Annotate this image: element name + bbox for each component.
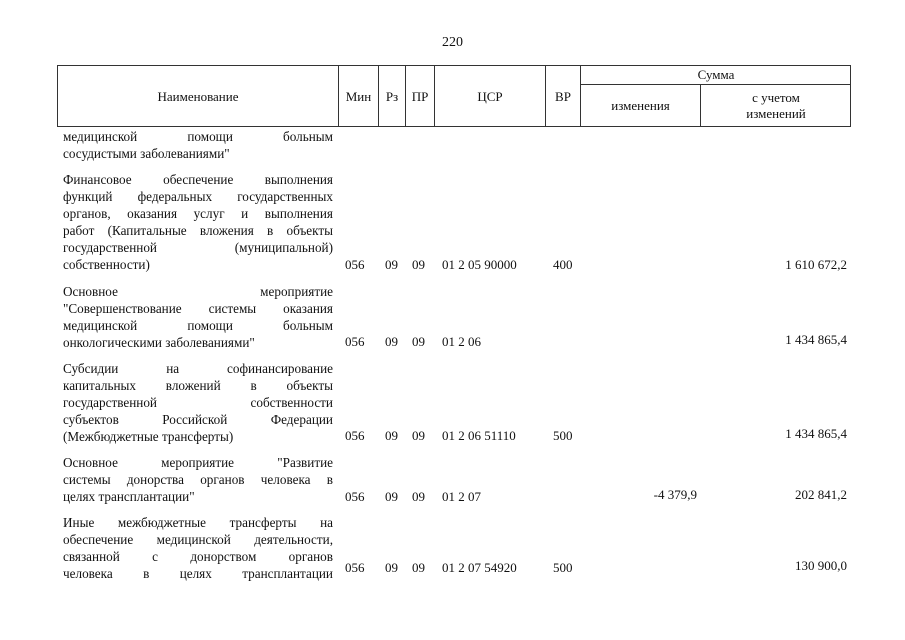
row-1-rz: 09 [385, 257, 398, 272]
sum-split-line [580, 84, 851, 85]
row-2-min: 056 [345, 334, 365, 349]
row-2-total: 1 434 865,4 [785, 332, 847, 347]
row-1-min: 056 [345, 257, 365, 272]
header-bottom-border [57, 126, 851, 127]
row-4-change: -4 379,9 [653, 487, 697, 502]
row-2-name [63, 283, 333, 351]
row-3-line-2: государственной собственности [63, 395, 333, 410]
header-csr: ЦСР [477, 89, 503, 104]
row-5-csr: 01 2 07 54920 [442, 560, 517, 575]
row-5-total: 130 900,0 [795, 558, 847, 573]
header-pr: ПР [411, 89, 429, 104]
header-sum: Сумма [697, 67, 735, 82]
row-0-name [63, 128, 333, 162]
header-with-changes-1: с учетом [752, 90, 800, 105]
page-number: 220 [442, 35, 463, 50]
row-0-line-1: сосудистыми заболеваниями" [63, 146, 230, 161]
row-4-pr: 09 [412, 489, 425, 504]
header-min: Мин [345, 89, 372, 104]
row-1-line-3: работ (Капитальные вложения в объекты [63, 223, 333, 238]
row-2-line-2: медицинской помощи больным [63, 318, 333, 333]
row-1-total: 1 610 672,2 [785, 257, 847, 272]
row-5-line-2: связанной с донорством органов [63, 549, 333, 564]
row-5-line-3: человека в целях трансплантации [63, 566, 333, 581]
row-3-line-3: субъектов Российской Федерации [63, 412, 333, 427]
row-3-line-4: (Межбюджетные трансферты) [63, 429, 234, 444]
row-2-pr: 09 [412, 334, 425, 349]
row-5-line-1: обеспечение медицинской деятельности, [63, 532, 333, 547]
row-4-total: 202 841,2 [795, 487, 847, 502]
row-3-csr: 01 2 06 51110 [442, 428, 516, 443]
row-5-rz: 09 [385, 560, 398, 575]
header-vr: ВР [555, 89, 571, 104]
header-name: Наименование [157, 89, 239, 104]
row-1-line-5: собственности) [63, 257, 150, 272]
header-changes: изменения [611, 98, 670, 113]
row-4-min: 056 [345, 489, 365, 504]
row-2-line-0: Основное мероприятие [63, 284, 333, 299]
row-3-vr: 500 [553, 428, 573, 443]
row-4-line-2: целях трансплантации" [63, 489, 195, 504]
row-2-line-1: "Совершенствование системы оказания [63, 301, 333, 316]
row-1-line-4: государственной (муниципальной) [63, 240, 333, 255]
row-4-line-1: системы донорства органов человека в [63, 472, 333, 487]
row-4-rz: 09 [385, 489, 398, 504]
header-rz: Рз [385, 89, 399, 104]
header-with-changes-2: изменений [746, 106, 806, 121]
row-1-line-0: Финансовое обеспечение выполнения [63, 172, 333, 187]
row-3-min: 056 [345, 428, 365, 443]
header-top-border [57, 65, 851, 66]
row-1-line-2: органов, оказания услуг и выполнения [63, 206, 333, 221]
row-1-line-1: функций федеральных государственных [63, 189, 333, 204]
row-5-vr: 500 [553, 560, 573, 575]
row-3-rz: 09 [385, 428, 398, 443]
row-0-line-0: медицинской помощи больным [63, 129, 333, 144]
row-5-min: 056 [345, 560, 365, 575]
row-5-line-0: Иные межбюджетные трансферты на [63, 515, 333, 530]
row-1-name [63, 171, 333, 273]
row-3-line-1: капитальных вложений в объекты [63, 378, 333, 393]
row-4-name [63, 454, 333, 505]
row-1-vr: 400 [553, 257, 573, 272]
row-5-name [63, 514, 333, 582]
row-2-csr: 01 2 06 [442, 334, 481, 349]
row-1-pr: 09 [412, 257, 425, 272]
row-3-total: 1 434 865,4 [785, 426, 847, 441]
row-2-rz: 09 [385, 334, 398, 349]
row-3-line-0: Субсидии на софинансирование [63, 361, 333, 376]
row-3-name [63, 360, 333, 445]
row-5-pr: 09 [412, 560, 425, 575]
row-3-pr: 09 [412, 428, 425, 443]
row-4-csr: 01 2 07 [442, 489, 481, 504]
row-2-line-3: онкологическими заболеваниями" [63, 335, 255, 350]
row-4-line-0: Основное мероприятие "Развитие [63, 455, 333, 470]
row-1-csr: 01 2 05 90000 [442, 257, 517, 272]
